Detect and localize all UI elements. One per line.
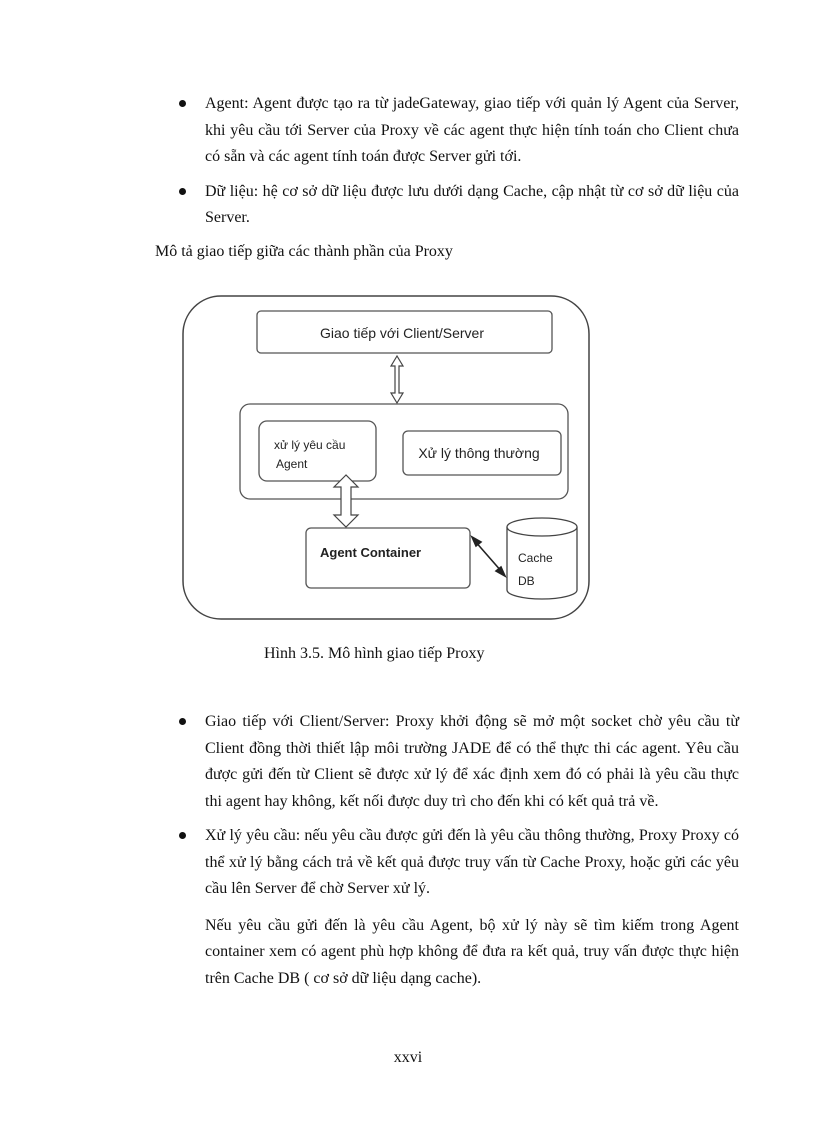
diagram-intro-text: Mô tả giao tiếp giữa các thành phần của Proxy [155, 243, 453, 260]
bullet-paragraph: Giao tiếp với Client/Server: Proxy khởi động sẽ mở một socket chờ yêu cầu từ Client đồng thời thiết lập môi trường JADE để có thể thực thi các agent. Yêu cầu được gửi đến từ Client sẽ được xử lý để xác định xem đó có phải là yêu cầu thực thi agent hay không, kết nối được duy trì cho đến khi có kết quả trả về. [205, 713, 739, 810]
bullet-paragraph: Dữ liệu: hệ cơ sở dữ liệu được lưu dưới dạng Cache, cập nhật từ cơ sở dữ liệu của Server. [205, 182, 739, 226]
diagram-label-normal-processing: Xử lý thông thường [418, 445, 540, 461]
figure-caption: Hình 3.5. Mô hình giao tiếp Proxy [264, 645, 485, 662]
page-number: xxvi [393, 1049, 423, 1066]
bullet-item-request-processing [176, 823, 739, 992]
diagram-label-client-server: Giao tiếp với Client/Server [319, 325, 485, 341]
bullet-item-agent [176, 91, 739, 171]
diagram-label-agent-request-2: Agent [276, 457, 308, 471]
bullet-paragraph: Xử lý yêu cầu: nếu yêu cầu được gửi đến là yêu cầu thông thường, Proxy Proxy có thể xử lý bằng cách trả về kết quả được truy vấn từ Cache Proxy, hoặc gửi các yêu cầu lên Server để chờ Server xử lý. [205, 827, 739, 897]
bullet-dot-icon [179, 832, 186, 839]
bullet-item-client-server [176, 709, 739, 815]
bullet-item-data [176, 179, 739, 232]
diagram-label-agent-request-1: xử lý yêu cầu [274, 438, 346, 452]
bullet-paragraph: Nếu yêu cầu gửi đến là yêu cầu Agent, bộ xử lý này sẽ tìm kiếm trong Agent container xem có agent phù hợp không để đưa ra kết quả, truy vấn được thực hiện trên Cache DB ( cơ sở dữ liệu dạng cache). [205, 916, 739, 987]
proxy-diagram [176, 290, 596, 625]
bullet-paragraph: Agent: Agent được tạo ra từ jadeGateway, giao tiếp với quản lý Agent của Server, khi yêu cầu tới Server của Proxy về các agent thực hiện tính toán cho Client chưa có sẵn và các agent tính toán được Server gửi tới. [205, 95, 739, 165]
diagram-label-agent-container: Agent Container [320, 545, 422, 560]
bullet-dot-icon [179, 188, 186, 195]
bullet-list-top [176, 91, 739, 232]
bullet-list-bottom [176, 709, 739, 992]
diagram-label-db: DB [518, 574, 535, 588]
bullet-dot-icon [179, 718, 186, 725]
diagram-label-cache: Cache [518, 551, 553, 565]
bullet-dot-icon [179, 100, 186, 107]
